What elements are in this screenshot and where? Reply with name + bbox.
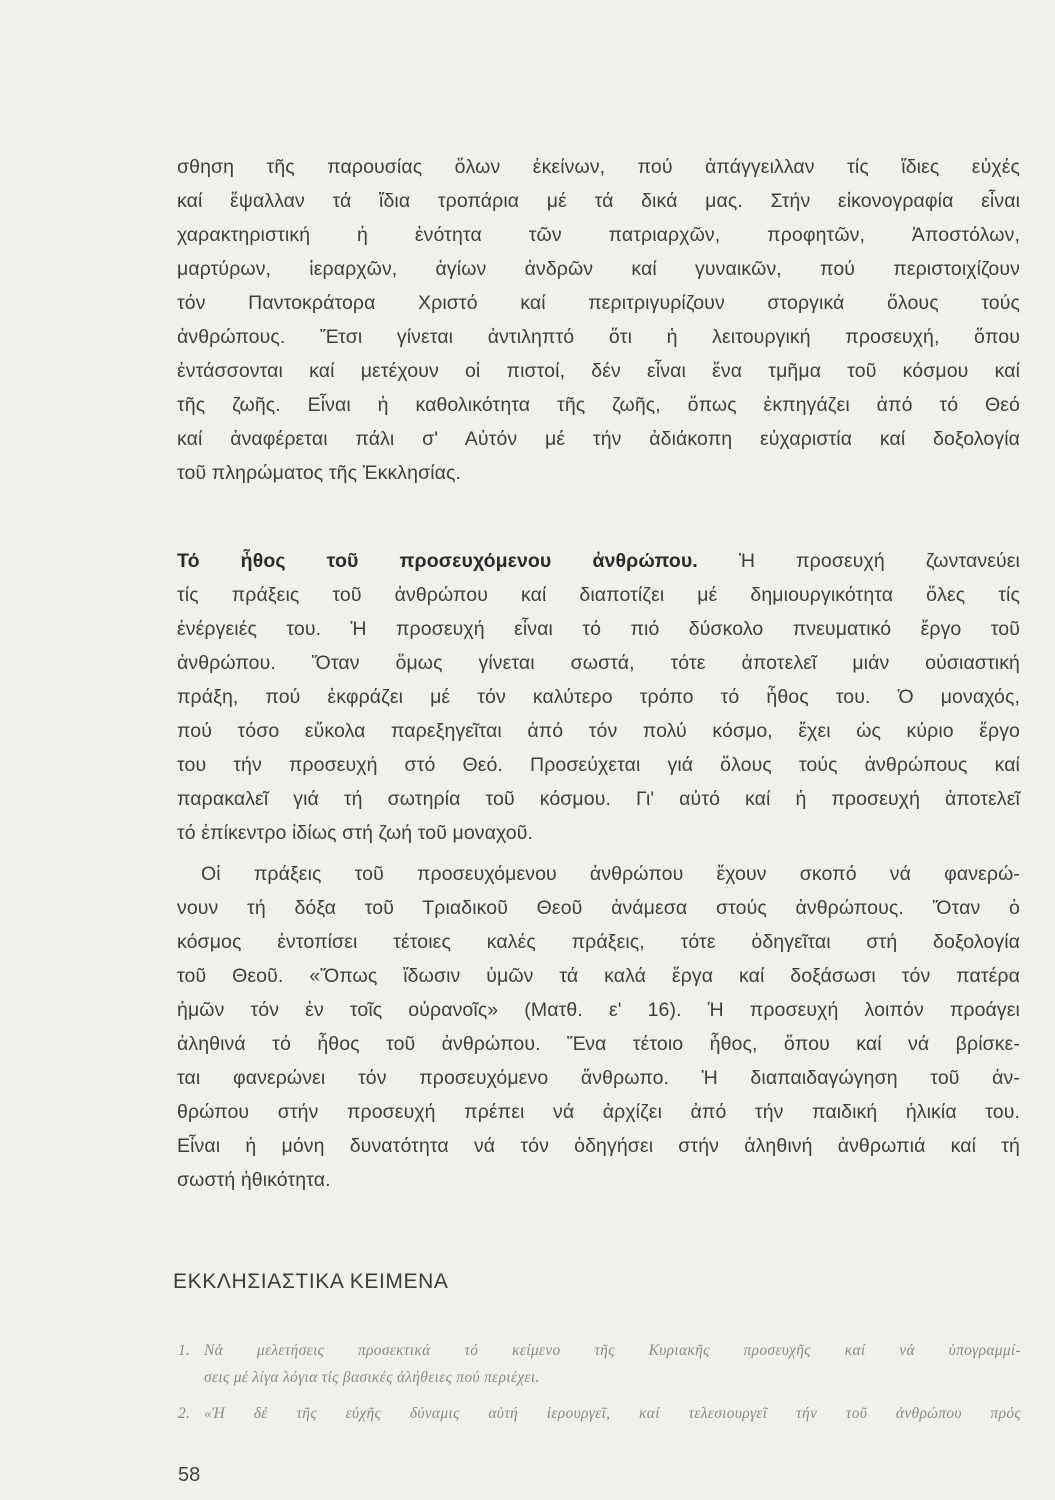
text-line: πού τόσο εὔκολα παρεξηγεῖται ἀπό τόν πολύ κόσμο, ἔχει ὡς κύριο ἔργο — [177, 720, 1020, 742]
text-line: παρακαλεῖ γιά τή σωτηρία τοῦ κόσμου. Γι' αὐτό καί ἡ προσευχή ἀποτελεῖ — [177, 788, 1020, 810]
text-line: Οἱ πράξεις τοῦ προσευχόμενου ἀνθρώπου ἔχουν σκοπό νά φανερώ- — [201, 863, 1020, 885]
text-line: ἀνθρώπους. Ἔτσι γίνεται ἀντιληπτό ὅτι ἡ λειτουργική προσευχή, ὅπου — [177, 326, 1020, 348]
page-number: 58 — [178, 1464, 201, 1486]
exercise-number: 2. — [178, 1405, 191, 1422]
exercise-item — [178, 1405, 1021, 1423]
text-line: τῆς ζωῆς. Εἶναι ἡ καθολικότητα τῆς ζωῆς, ὅπως ἐκπηγάζει ἀπό τό Θεό — [177, 394, 1020, 416]
text-line: ἡμῶν τόν ἐν τοῖς οὐρανοῖς» (Ματθ. ε' 16). Ἡ προσευχή λοιπόν προάγει — [177, 999, 1020, 1021]
text-line: χαρακτηριστική ἡ ἑνότητα τῶν πατριαρχῶν, προφητῶν, Ἀποστόλων, — [177, 224, 1020, 246]
paragraph-heading: Τό ἦθος τοῦ προσευχόμενου ἀνθρώπου. — [177, 550, 698, 572]
exercise-text: «Ἡ δέ τῆς εὐχῆς δύναμις αὐτή ἱερουργεῖ, καί τελεσιουργεῖ τήν τοῦ ἀνθρώπου πρός — [204, 1405, 1021, 1422]
text-line: νουν τή δόξα τοῦ Τριαδικοῦ Θεοῦ ἀνάμεσα στούς ἀνθρώπους. Ὅταν ὁ — [177, 897, 1020, 919]
text-line: τίς πράξεις τοῦ ἀνθρώπου καί διαποτίζει μέ δημιουργικότητα ὅλες τίς — [177, 584, 1020, 606]
text-line — [177, 549, 1020, 573]
text-line: καί ἀναφέρεται πάλι σ' Αὐτόν μέ τήν ἀδιάκοπη εὐχαριστία καί δοξολογία — [177, 428, 1020, 450]
exercise-number: 1. — [178, 1342, 191, 1359]
text-line: ται φανερώνει τόν προσευχόμενο ἄνθρωπο. Ἡ διαπαιδαγώγηση τοῦ ἀν- — [177, 1067, 1020, 1089]
text-line: τοῦ πληρώματος τῆς Ἐκκλησίας. — [177, 462, 462, 484]
text-line: ἀνθρώπου. Ὅταν ὅμως γίνεται σωστά, τότε ἀποτελεῖ μιάν οὐσιαστική — [177, 652, 1020, 674]
heading-line-rest: Ἡ προσευχή ζωντανεύει — [738, 550, 1020, 572]
text-line: σθηση τῆς παρουσίας ὅλων ἐκείνων, πού ἀπάγγειλλαν τίς ἴδιες εὐχές — [177, 156, 1020, 178]
exercise-item — [178, 1342, 1021, 1360]
text-line: καί ἔψαλλαν τά ἴδια τροπάρια μέ τά δικά μας. Στήν εἰκονογραφία εἶναι — [177, 190, 1020, 212]
exercise-text: Νά μελετήσεις προσεκτικά τό κείμενο τῆς Κυριακῆς προσευχῆς καί νά ὑπογραμμί- — [204, 1342, 1021, 1359]
text-line: τόν Παντοκράτορα Χριστό καί περιτριγυρίζουν στοργικά ὅλους τούς — [177, 292, 1020, 314]
text-line: σωστή ἠθικότητα. — [177, 1169, 331, 1191]
exercise-text-continued: σεις μέ λίγα λόγια τίς βασικές ἀλήθειες πού περιέχει. — [204, 1369, 540, 1386]
text-line: Εἶναι ἡ μόνη δυνατότητα νά τόν ὁδηγήσει στήν ἀληθινή ἀνθρωπιά καί τή — [177, 1135, 1020, 1157]
text-line: τό ἐπίκεντρο ἰδίως στή ζωή τοῦ μοναχοῦ. — [177, 822, 534, 844]
text-line: ἀληθινά τό ἦθος τοῦ ἀνθρώπου. Ἕνα τέτοιο ἦθος, ὅπου καί νά βρίσκε- — [177, 1033, 1020, 1055]
text-line: του τήν προσευχή στό Θεό. Προσεύχεται γιά ὅλους τούς ἀνθρώπους καί — [177, 754, 1020, 776]
text-line: ἐντάσσονται καί μετέχουν οἱ πιστοί, δέν εἶναι ἕνα τμῆμα τοῦ κόσμου καί — [177, 360, 1020, 382]
text-line: κόσμος ἐντοπίσει τέτοιες καλές πράξεις, τότε ὁδηγεῖται στή δοξολογία — [177, 931, 1020, 953]
text-line: θρώπου στήν προσευχή πρέπει νά ἀρχίζει ἀπό τήν παιδική ἡλικία του. — [177, 1101, 1020, 1123]
text-line: τοῦ Θεοῦ. «Ὅπως ἴδωσιν ὑμῶν τά καλά ἔργα καί δοξάσωσι τόν πατέρα — [177, 965, 1020, 987]
text-line: μαρτύρων, ἱεραρχῶν, ἁγίων ἀνδρῶν καί γυναικῶν, πού περιστοιχίζουν — [177, 258, 1020, 280]
section-title: ΕΚΚΛΗΣΙΑΣΤΙΚΑ ΚΕΙΜΕΝΑ — [173, 1270, 449, 1293]
text-line: πράξη, πού ἐκφράζει μέ τόν καλύτερο τρόπο τό ἦθος του. Ὁ μοναχός, — [177, 686, 1020, 708]
text-line: ἐνέργειές του. Ἡ προσευχή εἶναι τό πιό δύσκολο πνευματικό ἔργο τοῦ — [177, 618, 1020, 640]
